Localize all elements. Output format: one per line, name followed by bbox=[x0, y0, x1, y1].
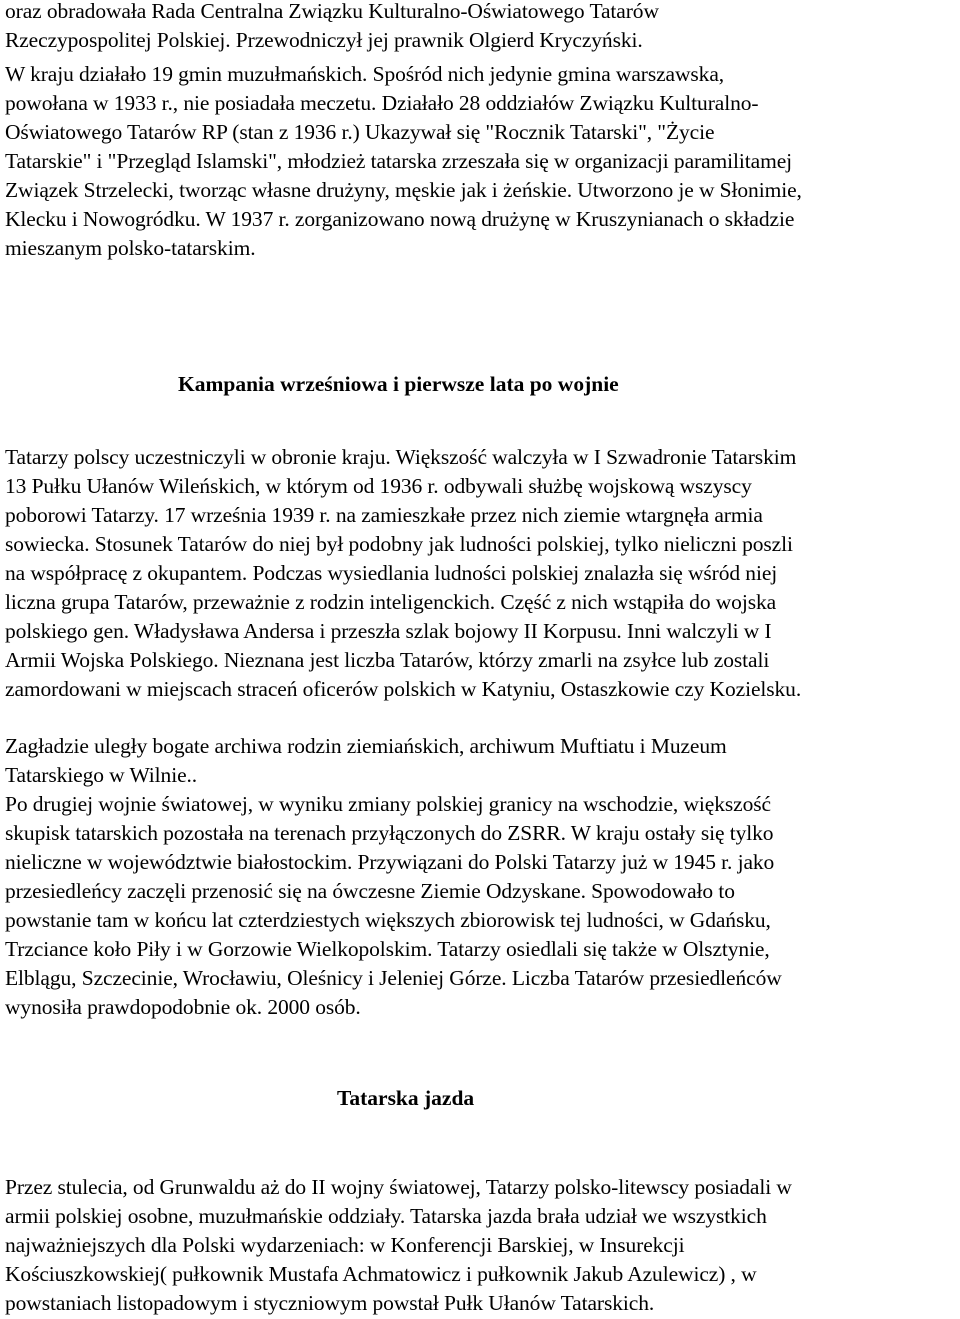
text-line: powołana w 1933 r., nie posiadała meczetu. Działało 28 oddziałów Związku Kulturalno- bbox=[5, 91, 759, 115]
text-line: nieliczne w województwie białostockim. Przywiązani do Polski Tatarzy już w 1945 r. jako bbox=[5, 850, 775, 874]
text-line: Klecku i Nowogródku. W 1937 r. zorganizowano nową drużynę w Kruszynianach o składzie bbox=[5, 207, 795, 231]
text-line: powstaniach listopadowym i styczniowym powstał Pułk Ułanów Tatarskich. bbox=[5, 1291, 655, 1315]
text-line: Oświatowego Tatarów RP (stan z 1936 r.) Ukazywał się "Rocznik Tatarski", "Życie bbox=[5, 120, 715, 144]
text-line: zamordowani w miejscach straceń oficerów polskich w Katyniu, Ostaszkowie czy Kozielsku. bbox=[5, 677, 802, 701]
text-line: Rzeczypospolitej Polskiej. Przewodniczył jej prawnik Olgierd Kryczyński. bbox=[5, 28, 643, 52]
text-line: polskiego gen. Władysława Andersa i przeszła szlak bojowy II Korpusu. Inni walczyli w I bbox=[5, 619, 772, 643]
text-line: oraz obradowała Rada Centralna Związku Kulturalno-Oświatowego Tatarów bbox=[5, 0, 659, 23]
text-line: Tatarskie" i "Przegląd Islamski", młodzież tatarska zrzeszała się w organizacji paramilitamej bbox=[5, 149, 793, 173]
text-line: przesiedleńcy zaczęli przenosić się na ówczesne Ziemie Odzyskane. Spowodowało to bbox=[5, 879, 735, 903]
text-line: liczna grupa Tatarów, przeważnie z rodzin inteligenckich. Część z nich wstąpiła do wojska bbox=[5, 590, 777, 614]
text-line: Związek Strzelecki, tworząc własne drużyny, męskie jak i żeńskie. Utworzono je w Słonimie, bbox=[5, 178, 802, 202]
text-line: wynosiła prawdopodobnie ok. 2000 osób. bbox=[5, 995, 361, 1019]
text-line: Zagładzie uległy bogate archiwa rodzin ziemiańskich, archiwum Muftiatu i Muzeum bbox=[5, 734, 727, 758]
text-line: Elblągu, Szczecinie, Wrocławiu, Oleśnicy i Jeleniej Górze. Liczba Tatarów przesiedleńców bbox=[5, 966, 782, 990]
text-line: Przez stulecia, od Grunwaldu aż do II wojny światowej, Tatarzy polsko-litewscy posiadali w bbox=[5, 1175, 792, 1199]
text-line: na współpracę z okupantem. Podczas wysiedlania ludności polskiej znalazła się wśród niej bbox=[5, 561, 778, 585]
text-line: Armii Wojska Polskiego. Nieznana jest liczba Tatarów, którzy zmarli na zsyłce lub zostali bbox=[5, 648, 770, 672]
text-line: Tatarzy polscy uczestniczyli w obronie kraju. Większość walczyła w I Szwadronie Tatarskim bbox=[5, 445, 797, 469]
section-heading-kampania: Kampania wrześniowa i pierwsze lata po wojnie bbox=[178, 372, 619, 396]
text-line: 13 Pułku Ułanów Wileńskich, w którym od 1936 r. odbywali służbę wojskową wszyscy bbox=[5, 474, 752, 498]
section-heading-tatarska-jazda: Tatarska jazda bbox=[337, 1086, 475, 1110]
text-line: sowiecka. Stosunek Tatarów do niej był podobny jak ludności polskiej, tylko nieliczni poszli bbox=[5, 532, 793, 556]
text-line: mieszanym polsko-tatarskim. bbox=[5, 236, 256, 260]
text-line: armii polskiej osobne, muzułmańskie oddziały. Tatarska jazda brała udział we wszystkich bbox=[5, 1204, 767, 1228]
text-line: W kraju działało 19 gmin muzułmańskich. Spośród nich jedynie gmina warszawska, bbox=[5, 62, 725, 86]
text-line: Kościuszkowskiej( pułkownik Mustafa Achmatowicz i pułkownik Jakub Azulewicz) , w bbox=[5, 1262, 757, 1286]
text-line: najważniejszych dla Polski wydarzeniach: w Konferencji Barskiej, w Insurekcji bbox=[5, 1233, 685, 1257]
text-line: skupisk tatarskich pozostała na terenach przyłączonych do ZSRR. W kraju ostały się tylko bbox=[5, 821, 774, 845]
text-line: Tatarskiego w Wilnie.. bbox=[5, 763, 198, 787]
text-line: Po drugiej wojnie światowej, w wyniku zmiany polskiej granicy na wschodzie, większość bbox=[5, 792, 771, 816]
text-line: poborowi Tatarzy. 17 września 1939 r. na zamieszkałe przez nich ziemie wtargnęła armia bbox=[5, 503, 763, 527]
text-line: Trzciance koło Piły i w Gorzowie Wielkopolskim. Tatarzy osiedlali się także w Olsztynie, bbox=[5, 937, 770, 961]
text-line: powstanie tam w końcu lat czterdziestych większych zbiorowisk tej ludności, w Gdańsku, bbox=[5, 908, 771, 932]
